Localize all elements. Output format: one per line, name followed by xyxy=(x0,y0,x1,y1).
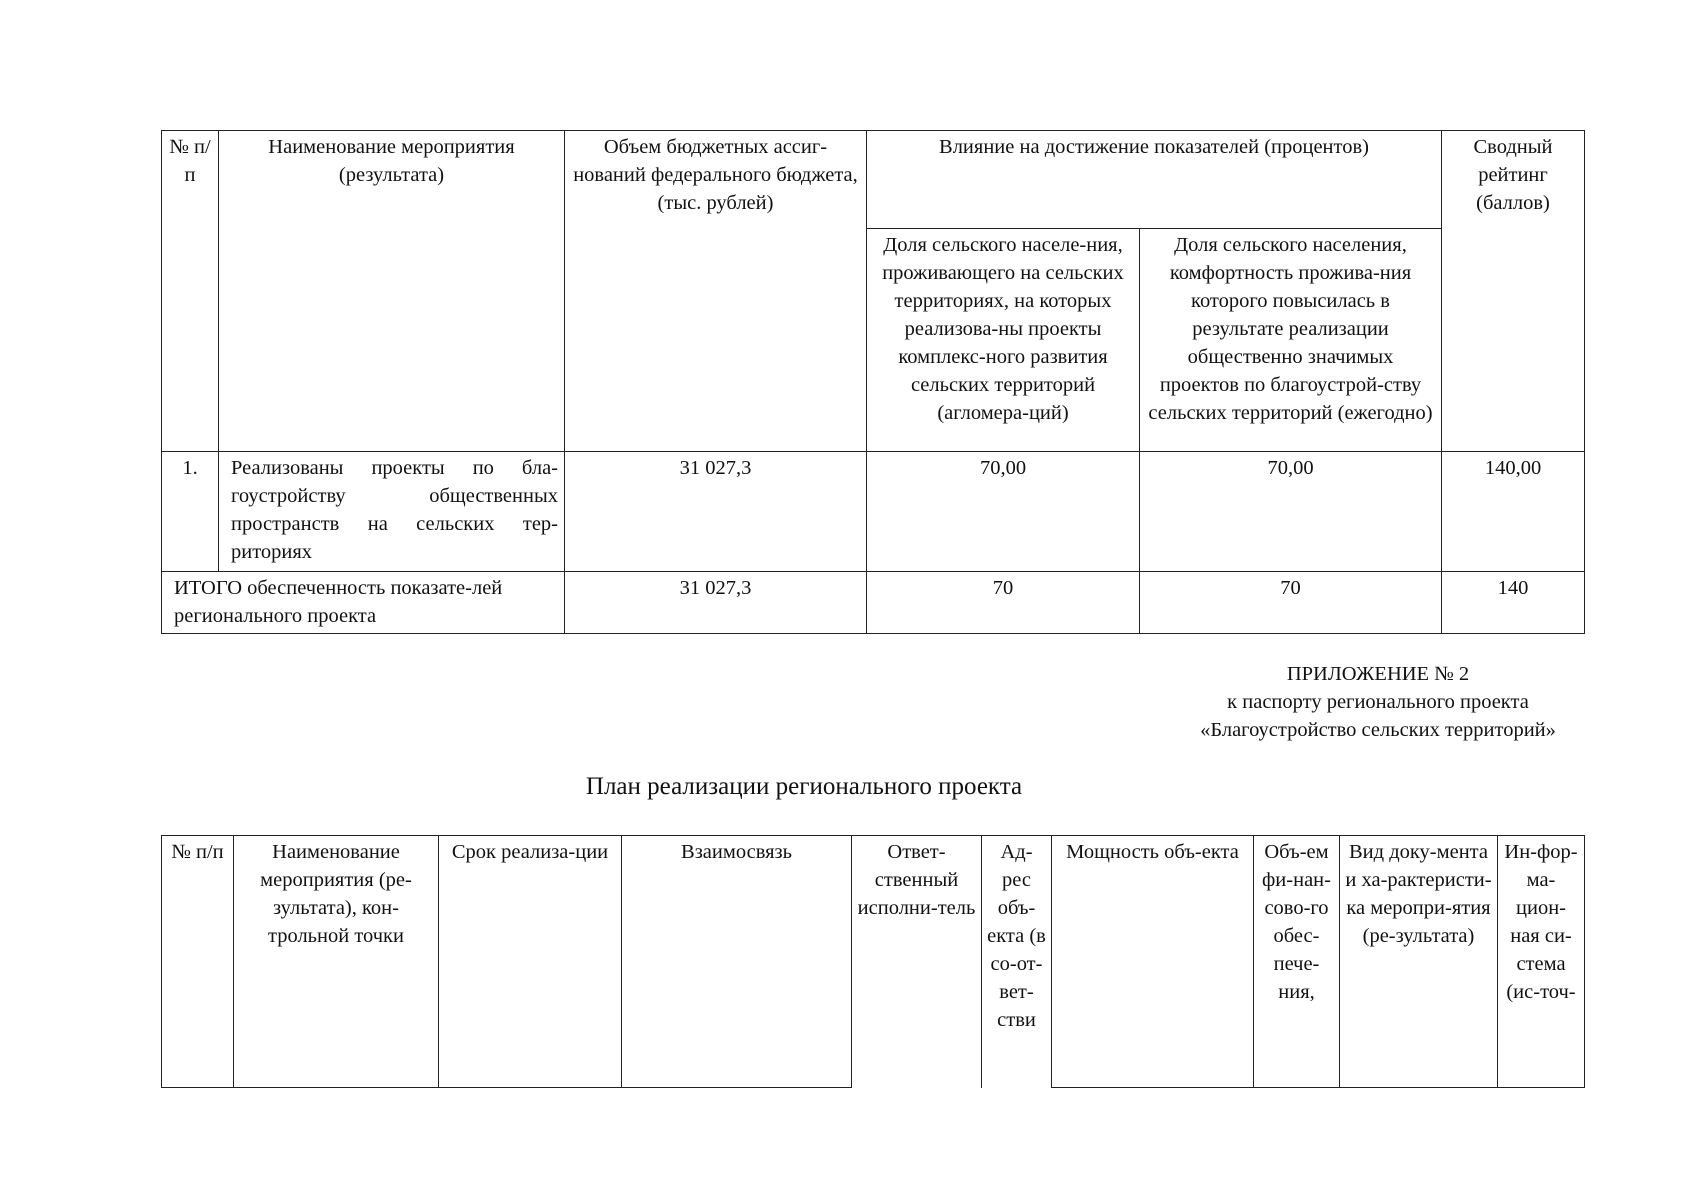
page-title: План реализации регионального проекта xyxy=(585,773,1023,800)
row-budget: 31 027,3 xyxy=(565,452,867,572)
appendix-line-2: к паспорту регионального проекта xyxy=(1227,691,1529,713)
header-indicator-1: Доля сельского населе-ния, проживающего на сельских территориях, на которых реализова-ны проекты комплекс-ного развития сельских территорий (агломера-ций) xyxy=(867,229,1140,452)
plan-header-row xyxy=(162,836,1585,1088)
plan-header-term: Срок реализа-ции xyxy=(439,836,622,1088)
plan-header-doc: Вид доку-мента и ха-рактеристи-ка меропри-ятия (ре-зультата) xyxy=(1340,836,1498,1088)
plan-header-capacity: Мощность объ-екта xyxy=(1052,836,1254,1088)
plan-header-name: Наименование мероприятия (ре-зультата), кон-трольной точки xyxy=(234,836,439,1088)
plan-header-num: № п/п xyxy=(162,836,234,1088)
appendix-heading xyxy=(1058,660,1698,744)
plan-header-info: Ин-фор-ма-цион-ная си-стема (ис-точ- xyxy=(1498,836,1585,1088)
header-rating: Сводный рейтинг (баллов) xyxy=(1442,131,1585,452)
indicators-table xyxy=(161,130,1585,634)
plan-table xyxy=(161,835,1585,1088)
total-budget: 31 027,3 xyxy=(565,572,867,634)
total-rating: 140 xyxy=(1442,572,1585,634)
total-indicator-1: 70 xyxy=(867,572,1140,634)
header-num: № п/п xyxy=(162,131,219,452)
header-indicator-2: Доля сельского населения, комфортность прожива-ния которого повысилась в результате реализации общественно значимых проектов по благоустрой-ству сельских территорий (ежегодно) xyxy=(1140,229,1442,452)
row-indicator-2: 70,00 xyxy=(1140,452,1442,572)
plan-header-relation: Взаимосвязь xyxy=(622,836,852,1088)
total-label: ИТОГО обеспеченность показате-лей регионального проекта xyxy=(162,572,565,634)
row-num: 1. xyxy=(162,452,219,572)
header-budget: Объем бюджетных ассиг-нований федерального бюджета, (тыс. рублей) xyxy=(565,131,867,452)
total-indicator-2: 70 xyxy=(1140,572,1442,634)
row-name: Реализованы проекты по бла-гоустройству общественных пространств на сельских тер-риториях xyxy=(219,452,565,572)
plan-header-address: Ад-рес объ-екта (в со-от-вет-стви xyxy=(982,836,1052,1088)
table-row xyxy=(162,452,1585,572)
row-indicator-1: 70,00 xyxy=(867,452,1140,572)
page-title-wrap xyxy=(0,770,1698,804)
plan-header-responsible: Ответ-ственный исполни-тель xyxy=(852,836,982,1088)
appendix-line-3: «Благоустройство сельских территорий» xyxy=(1200,719,1556,741)
row-rating: 140,00 xyxy=(1442,452,1585,572)
appendix-line-1: ПРИЛОЖЕНИЕ № 2 xyxy=(1286,663,1470,685)
header-influence: Влияние на достижение показателей (процентов) xyxy=(867,131,1442,229)
total-row xyxy=(162,572,1585,634)
header-name: Наименование мероприятия (результата) xyxy=(219,131,565,452)
plan-header-volume: Объ-ем фи-нан-сово-го обес-пече-ния, xyxy=(1254,836,1340,1088)
